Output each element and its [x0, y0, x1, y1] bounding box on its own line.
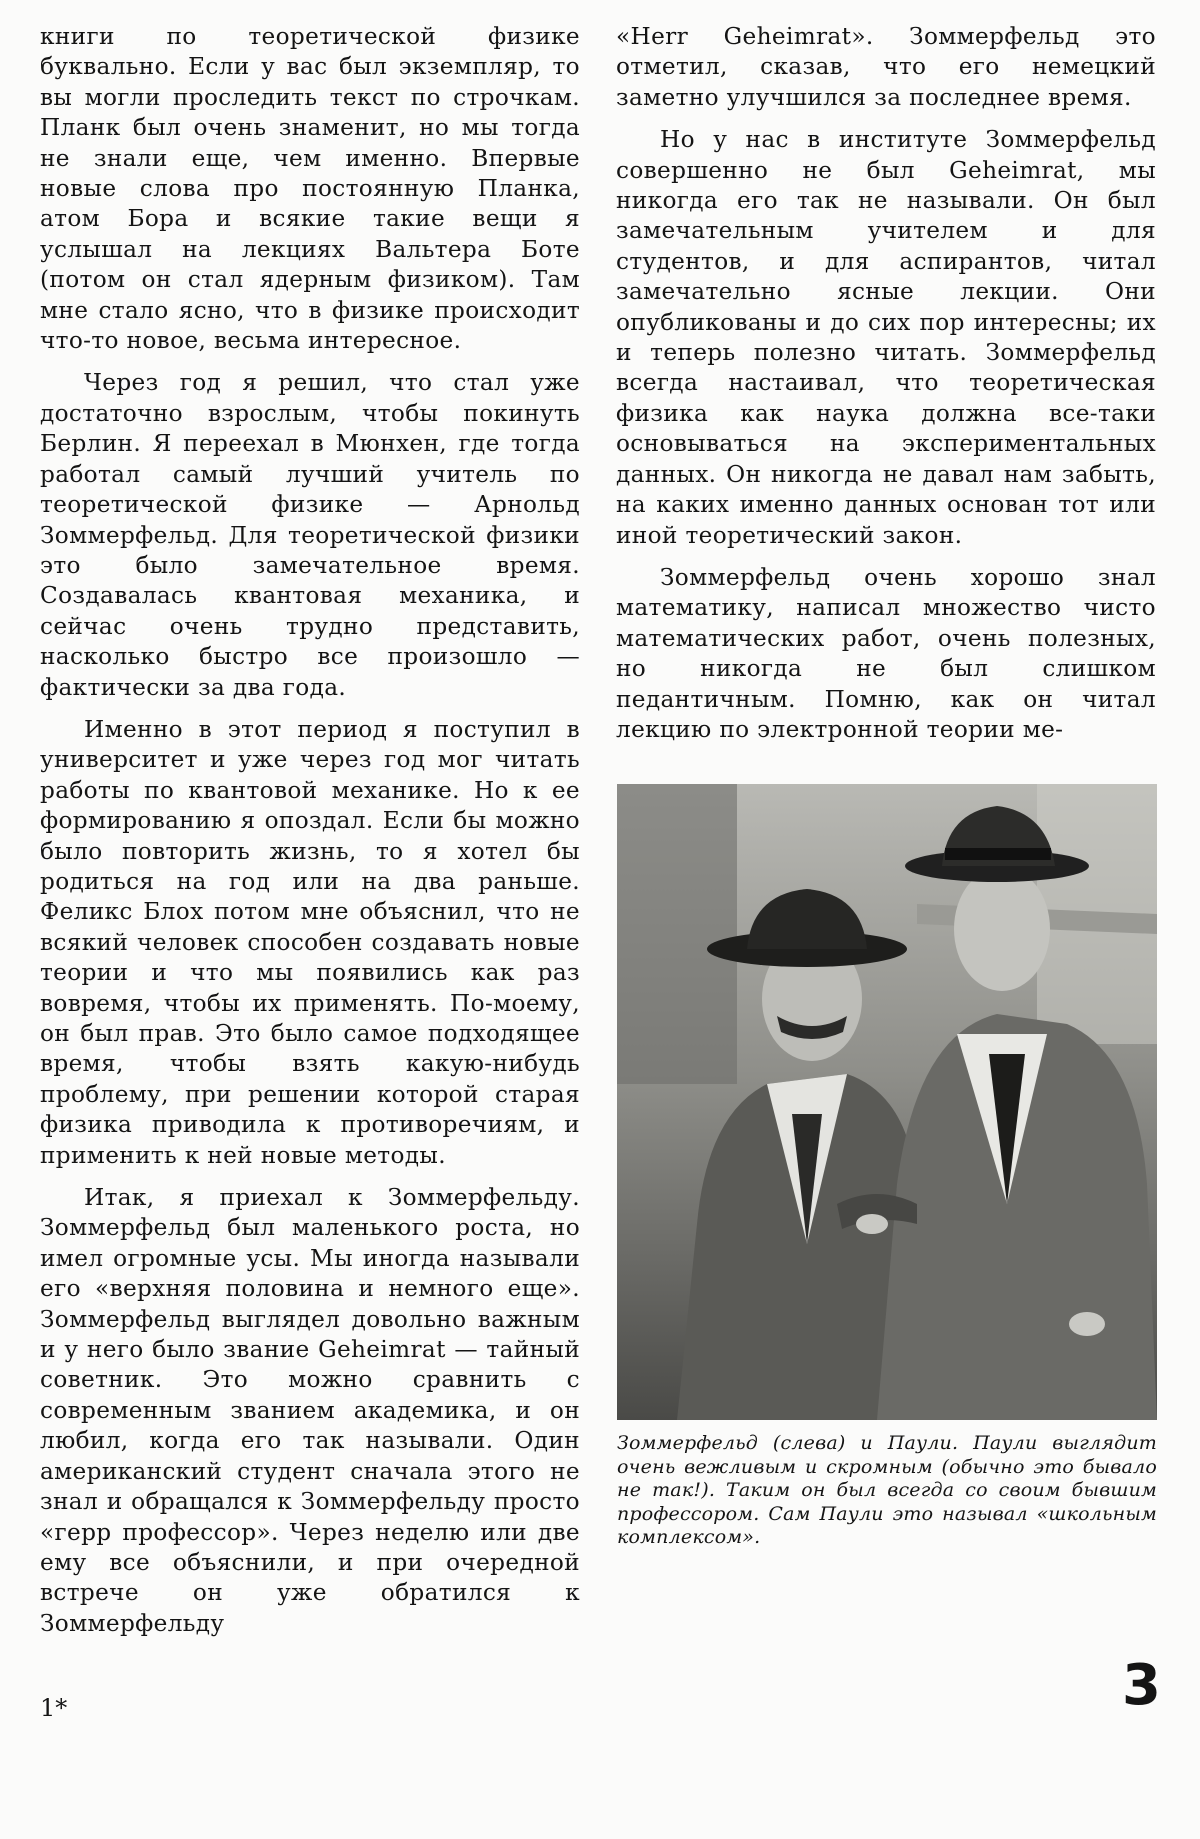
paragraph: книги по теоретической физике буквально. Если у вас был экземпляр, то вы могли проследить текст по строчкам. Планк был очень знаменит, но мы тогда не знали еще, чем именно. Впервые новые слова про постоянную Планка, атом Бора и всякие такие вещи я услышал на лекциях Вальтера Боте (потом он стал ядерным физиком). Там мне стало ясно, что в физике происходит что-то новое, весьма интересное.	[40, 23, 580, 355]
photo-illustration	[617, 784, 1157, 1420]
paragraph: Но у нас в институте Зоммерфельд совершенно не был Geheimrat, мы никогда его так не называли. Он был замечательным учителем и для студентов, и для аспирантов, читал замечательно ясные лекции. Они опубликованы и до сих пор интересны; их и теперь полезно читать. Зоммерфельд всегда настаивал, что теоретическая физика как наука должна все-таки основываться на экспериментальных данных. Он никогда не давал нам забыть, на каких именно данных основан тот или иной теоретический закон.	[616, 126, 1156, 549]
paragraph: Именно в этот период я поступил в университет и уже через год мог читать работы по квантовой механике. Но к ее формированию я опоздал. Если бы можно было повторить жизнь, то я хотел бы родиться на год или на два раньше. Феликс Блох потом мне объяснил, что не всякий человек способен создавать новые теории и что мы появились как раз вовремя, чтобы их применять. По-моему, он был прав. Это было самое подходящее время, чтобы взять какую-нибудь проблему, при решении которой старая физика приводила к противоречиям, и применить к ней новые методы.	[40, 715, 580, 1169]
right-text-column	[616, 22, 1156, 757]
paragraph: «Herr Geheimrat». Зоммерфельд это отметил, сказав, что его немецкий заметно улучшился за последнее время.	[616, 23, 1156, 111]
photo-caption: Зоммерфельд (слева) и Паули. Паули выглядит очень вежливым и скромным (обычно это бывало не так!). Таким он был всегда со своим бывшим профессором. Сам Паули это называл «школьным комплексом».	[617, 1432, 1157, 1548]
photo-sommerfeld-and-pauli	[617, 784, 1157, 1420]
page-number: 3	[1122, 1653, 1161, 1718]
paragraph: Итак, я приехал к Зоммерфельду. Зоммерфельд был маленького роста, но имел огромные усы. Мы иногда называли его «верхняя половина и немного еще». Зоммерфельд выглядел довольно важным и у него было звание Geheimrat — тайный советник. Это можно сравнить с современным званием академика, и он любил, когда его так называли. Один американский студент сначала этого не знал и обращался к Зоммерфельду просто «герр профессор». Через неделю или две ему все объяснили, и при очередной встрече он уже обратился к Зоммерфельду	[40, 1184, 580, 1637]
signature-mark: 1*	[40, 1694, 68, 1722]
paragraph: Зоммерфельд очень хорошо знал математику, написал множество чисто математических работ, очень полезных, но никогда не был слишком педантичным. Помню, как он читал лекцию по электронной теории ме-	[616, 563, 1156, 743]
left-text-column	[40, 22, 580, 1651]
paragraph: Через год я решил, что стал уже достаточно взрослым, чтобы покинуть Берлин. Я переехал в Мюнхен, где тогда работал самый лучший учитель по теоретической физике — Арнольд Зоммерфельд. Для теоретической физики это было замечательное время. Создавалась квантовая механика, и сейчас очень трудно представить, насколько быстро все произошло — фактически за два года.	[40, 369, 580, 701]
